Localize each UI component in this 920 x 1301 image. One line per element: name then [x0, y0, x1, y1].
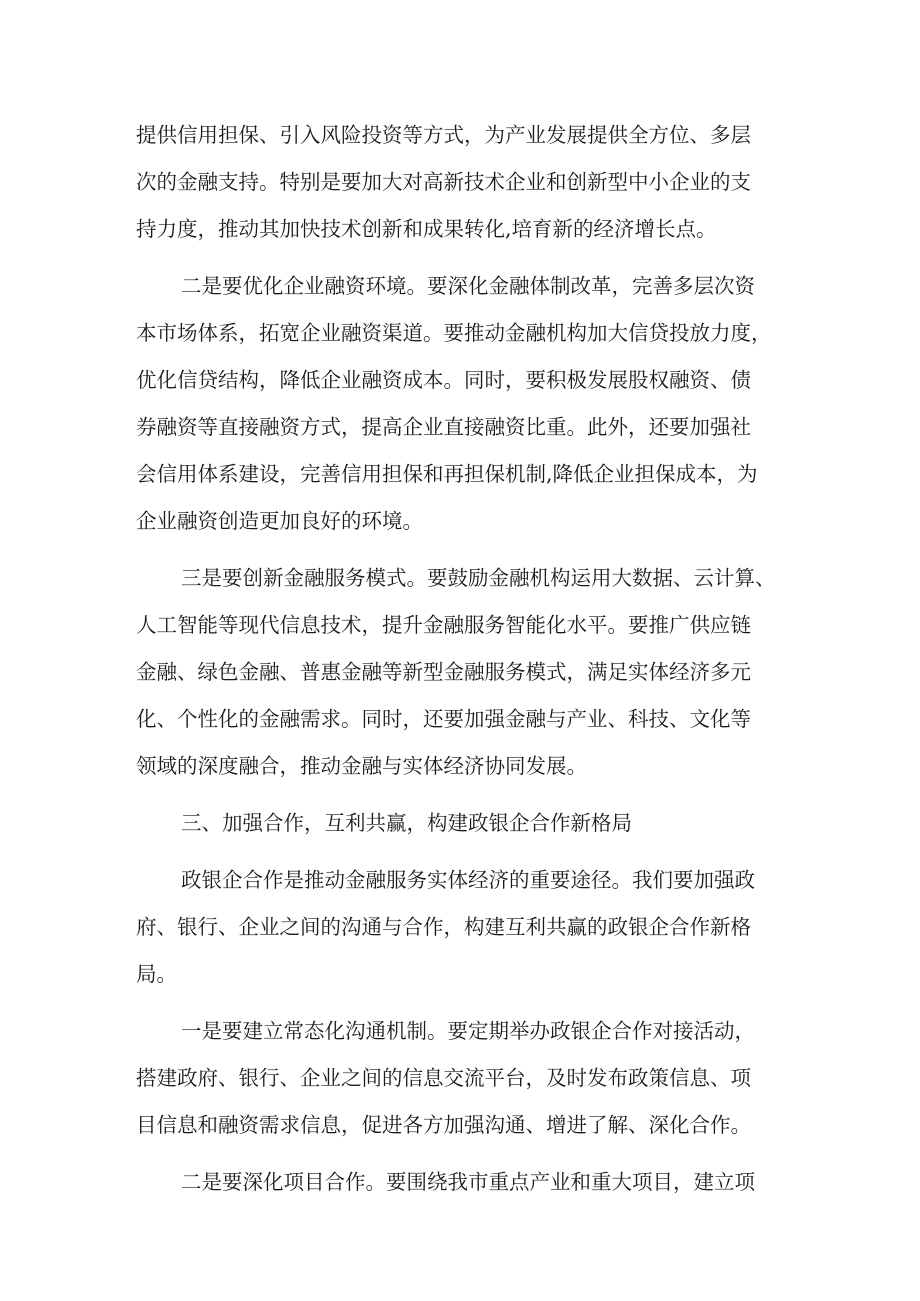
text-line: 券融资等直接融资方式，提高企业直接融资比重。此外，还要加强社	[136, 415, 751, 439]
text-line: 目信息和融资需求信息，促进各方加强沟通、增进了解、深化合作。	[136, 1113, 751, 1137]
paragraph-start-line: 一是要建立常态化沟通机制。要定期举办政银企合作对接活动，	[181, 1019, 755, 1043]
document-body	[136, 112, 791, 1206]
text-line: 领域的深度融合，推动金融与实体经济协同发展。	[136, 754, 587, 778]
text-line: 企业融资创造更加良好的环境。	[136, 509, 423, 533]
text-line: 化、个性化的金融需求。同时，还要加强金融与产业、科技、文化等	[136, 707, 751, 731]
paragraph-start-line: 三是要创新金融服务模式。要鼓励金融机构运用大数据、云计算、	[181, 566, 776, 590]
text-line: 持力度，推动其加快技术创新和成果转化,培育新的经济增长点。	[136, 217, 717, 241]
section-heading: 三、加强合作，互利共赢，构建政银企合作新格局	[181, 811, 632, 835]
text-line: 府、银行、企业之间的沟通与合作，构建互利共赢的政银企合作新格	[136, 915, 751, 939]
text-line: 搭建政府、银行、企业之间的信息交流平台，及时发布政策信息、项	[136, 1066, 751, 1090]
text-line: 金融、绿色金融、普惠金融等新型金融服务模式，满足实体经济多元	[136, 660, 751, 684]
text-line: 提供信用担保、引入风险投资等方式，为产业发展提供全方位、多层	[136, 123, 751, 147]
text-line: 次的金融支持。特别是要加大对高新技术企业和创新型中小企业的支	[136, 170, 751, 194]
paragraph-start-line: 政银企合作是推动金融服务实体经济的重要途径。我们要加强政	[181, 868, 755, 892]
text-line: 本市场体系，拓宽企业融资渠道。要推动金融机构加大信贷投放力度，	[136, 321, 772, 345]
text-line: 人工智能等现代信息技术，提升金融服务智能化水平。要推广供应链	[136, 613, 751, 637]
text-line: 优化信贷结构，降低企业融资成本。同时，要积极发展股权融资、债	[136, 368, 751, 392]
paragraph-start-line: 二是要优化企业融资环境。要深化金融体制改革，完善多层次资	[181, 274, 755, 298]
text-line: 局。	[136, 962, 177, 986]
text-line: 会信用体系建设，完善信用担保和再担保机制,降低企业担保成本，为	[136, 462, 758, 486]
paragraph-start-line: 二是要深化项目合作。要围绕我市重点产业和重大项目，建立项	[181, 1170, 755, 1194]
